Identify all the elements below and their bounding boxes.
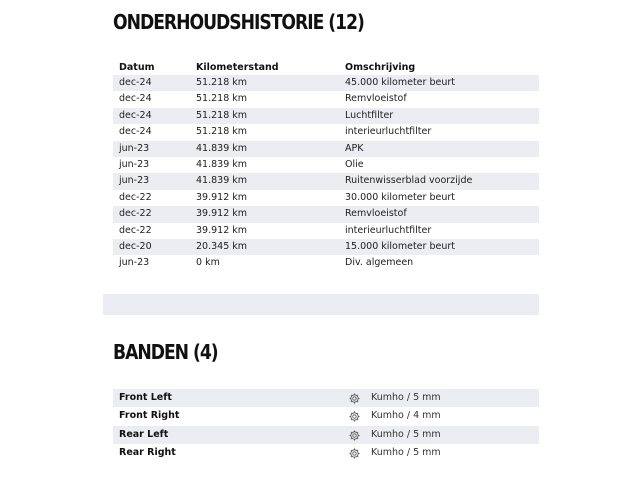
row-date: dec-22 bbox=[119, 191, 152, 203]
tyre-icon bbox=[348, 392, 361, 405]
tyre-position: Rear Right bbox=[119, 446, 176, 458]
row-mileage: 39.912 km bbox=[196, 208, 248, 220]
row-date: jun-23 bbox=[119, 175, 150, 187]
row-date: dec-24 bbox=[119, 109, 152, 121]
maintenance-history-table bbox=[113, 60, 539, 272]
table-header-row bbox=[113, 60, 539, 75]
row-description: Remvloeistof bbox=[345, 208, 407, 220]
row-date: dec-22 bbox=[119, 224, 152, 236]
table-row bbox=[113, 255, 539, 271]
row-description: Ruitenwisserblad voorzijde bbox=[345, 175, 473, 187]
row-date: dec-24 bbox=[119, 126, 152, 138]
table-row bbox=[113, 157, 539, 173]
table-row bbox=[113, 75, 539, 91]
tyre-row bbox=[113, 407, 539, 425]
history-footer-bar bbox=[103, 294, 539, 315]
tyres-table bbox=[113, 389, 539, 462]
table-row bbox=[113, 190, 539, 206]
row-date: dec-24 bbox=[119, 77, 152, 88]
tyre-row bbox=[113, 444, 539, 462]
table-row bbox=[113, 173, 539, 189]
table-row bbox=[113, 223, 539, 239]
tyre-icon bbox=[348, 410, 361, 423]
row-mileage: 41.839 km bbox=[196, 142, 248, 154]
row-date: dec-20 bbox=[119, 240, 152, 252]
header-description: Omschrijving bbox=[345, 62, 416, 73]
tyre-brand-depth: Kumho / 5 mm bbox=[371, 446, 441, 458]
row-description: Div. algemeen bbox=[345, 257, 414, 269]
tyre-row bbox=[113, 426, 539, 444]
row-date: dec-24 bbox=[119, 93, 152, 105]
tyre-brand-depth: Kumho / 5 mm bbox=[371, 392, 441, 403]
table-row bbox=[113, 124, 539, 140]
row-mileage: 41.839 km bbox=[196, 175, 248, 187]
row-description: interieurluchtfilter bbox=[345, 224, 432, 236]
tyre-position: Rear Left bbox=[119, 428, 169, 440]
row-mileage: 39.912 km bbox=[196, 224, 248, 236]
tyre-icon bbox=[348, 447, 361, 460]
tyre-position: Front Left bbox=[119, 392, 172, 403]
row-date: jun-23 bbox=[119, 142, 150, 154]
row-description: 15.000 kilometer beurt bbox=[345, 240, 455, 252]
table-row bbox=[113, 141, 539, 157]
row-description: Luchtfilter bbox=[345, 109, 394, 121]
tyres-title: BANDEN (4) bbox=[113, 340, 218, 364]
row-mileage: 51.218 km bbox=[196, 93, 248, 105]
row-description: interieurluchtfilter bbox=[345, 126, 432, 138]
row-description: Remvloeistof bbox=[345, 93, 407, 105]
row-description: 30.000 kilometer beurt bbox=[345, 191, 455, 203]
row-date: jun-23 bbox=[119, 257, 150, 269]
table-row bbox=[113, 206, 539, 222]
row-mileage: 41.839 km bbox=[196, 158, 248, 170]
row-description: APK bbox=[345, 142, 364, 154]
row-mileage: 0 km bbox=[196, 257, 220, 269]
tyre-row bbox=[113, 389, 539, 407]
maintenance-history-title: ONDERHOUDSHISTORIE (12) bbox=[113, 10, 364, 34]
row-date: dec-22 bbox=[119, 208, 152, 220]
tyre-brand-depth: Kumho / 4 mm bbox=[371, 410, 441, 422]
row-mileage: 51.218 km bbox=[196, 77, 248, 88]
header-mileage: Kilometerstand bbox=[196, 62, 279, 73]
row-date: jun-23 bbox=[119, 158, 150, 170]
header-date: Datum bbox=[119, 62, 155, 73]
row-mileage: 51.218 km bbox=[196, 126, 248, 138]
table-row bbox=[113, 91, 539, 107]
table-row bbox=[113, 108, 539, 124]
row-mileage: 20.345 km bbox=[196, 240, 248, 252]
tyre-brand-depth: Kumho / 5 mm bbox=[371, 428, 441, 440]
row-mileage: 51.218 km bbox=[196, 109, 248, 121]
row-description: 45.000 kilometer beurt bbox=[345, 77, 455, 88]
row-mileage: 39.912 km bbox=[196, 191, 248, 203]
tyre-position: Front Right bbox=[119, 410, 180, 422]
table-row bbox=[113, 239, 539, 255]
tyre-icon bbox=[348, 429, 361, 442]
history-rows bbox=[113, 75, 539, 272]
row-description: Olie bbox=[345, 158, 364, 170]
